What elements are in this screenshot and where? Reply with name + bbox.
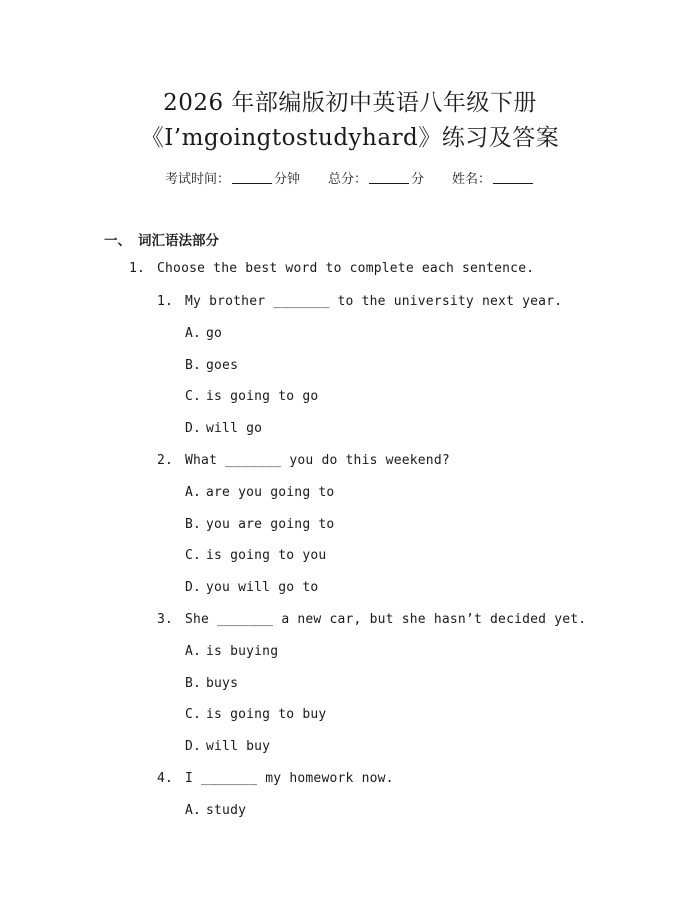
instruction-number: 1. xyxy=(129,261,146,276)
option-letter: A. xyxy=(185,644,202,659)
document-title-line-1: 2026 年部编版初中英语八年级下册 xyxy=(163,90,537,116)
score-unit: 分 xyxy=(411,172,425,187)
option-letter: A. xyxy=(185,485,202,500)
option-letter: D. xyxy=(185,580,202,595)
option-letter: B. xyxy=(185,517,202,532)
option-c xyxy=(185,389,318,404)
question-number: 1. xyxy=(157,294,174,309)
option-text: go xyxy=(206,326,223,341)
document-title-line-2: 《I’mgoingtostudyhard》练习及答案 xyxy=(140,125,560,151)
time-unit: 分钟 xyxy=(273,172,300,187)
option-text: you are going to xyxy=(206,517,335,532)
option-letter: A. xyxy=(185,326,202,341)
option-a xyxy=(185,485,334,500)
option-letter: C. xyxy=(185,707,202,722)
question-number: 4. xyxy=(157,771,174,786)
question-text: She _______ a new car, but she hasn’t decided yet. xyxy=(185,612,587,627)
option-text: is going to you xyxy=(206,548,327,563)
option-b xyxy=(185,517,334,532)
section-heading xyxy=(104,229,219,249)
name-label: 姓名： xyxy=(452,172,492,187)
question-1 xyxy=(157,294,562,309)
option-text: is going to go xyxy=(206,389,319,404)
option-d xyxy=(185,739,270,754)
option-a xyxy=(185,326,222,341)
option-b xyxy=(185,676,238,691)
option-text: will buy xyxy=(206,739,271,754)
option-letter: C. xyxy=(185,389,202,404)
question-3 xyxy=(157,612,586,627)
question-4 xyxy=(157,771,394,786)
section-number: 一、 xyxy=(104,233,131,249)
option-letter: B. xyxy=(185,676,202,691)
option-text: study xyxy=(206,803,247,818)
option-letter: C. xyxy=(185,548,202,563)
option-text: are you going to xyxy=(206,485,335,500)
option-d xyxy=(185,421,262,436)
instruction xyxy=(129,261,534,276)
time-blank xyxy=(232,171,272,184)
question-text: My brother _______ to the university next year. xyxy=(185,294,563,309)
option-text: buys xyxy=(206,676,239,691)
option-text: you will go to xyxy=(206,580,319,595)
instruction-text: Choose the best word to complete each sentence. xyxy=(157,261,535,276)
score-label: 总分： xyxy=(327,172,367,187)
option-text: is buying xyxy=(206,644,279,659)
option-letter: D. xyxy=(185,739,202,754)
question-number: 3. xyxy=(157,612,174,627)
question-text: I _______ my homework now. xyxy=(185,771,394,786)
question-number: 2. xyxy=(157,453,174,468)
option-letter: B. xyxy=(185,358,202,373)
option-c xyxy=(185,548,326,563)
option-text: will go xyxy=(206,421,263,436)
option-a xyxy=(185,803,246,818)
score-blank xyxy=(369,171,409,184)
option-a xyxy=(185,644,278,659)
time-label: 考试时间： xyxy=(164,172,230,187)
exam-info xyxy=(0,168,700,187)
question-2 xyxy=(157,453,450,468)
name-blank xyxy=(493,171,533,184)
option-text: goes xyxy=(206,358,239,373)
option-text: is going to buy xyxy=(206,707,327,722)
option-letter: A. xyxy=(185,803,202,818)
option-c xyxy=(185,707,326,722)
question-text: What _______ you do this weekend? xyxy=(185,453,450,468)
option-b xyxy=(185,358,238,373)
option-letter: D. xyxy=(185,421,202,436)
section-title: 词汇语法部分 xyxy=(138,233,219,249)
option-d xyxy=(185,580,318,595)
